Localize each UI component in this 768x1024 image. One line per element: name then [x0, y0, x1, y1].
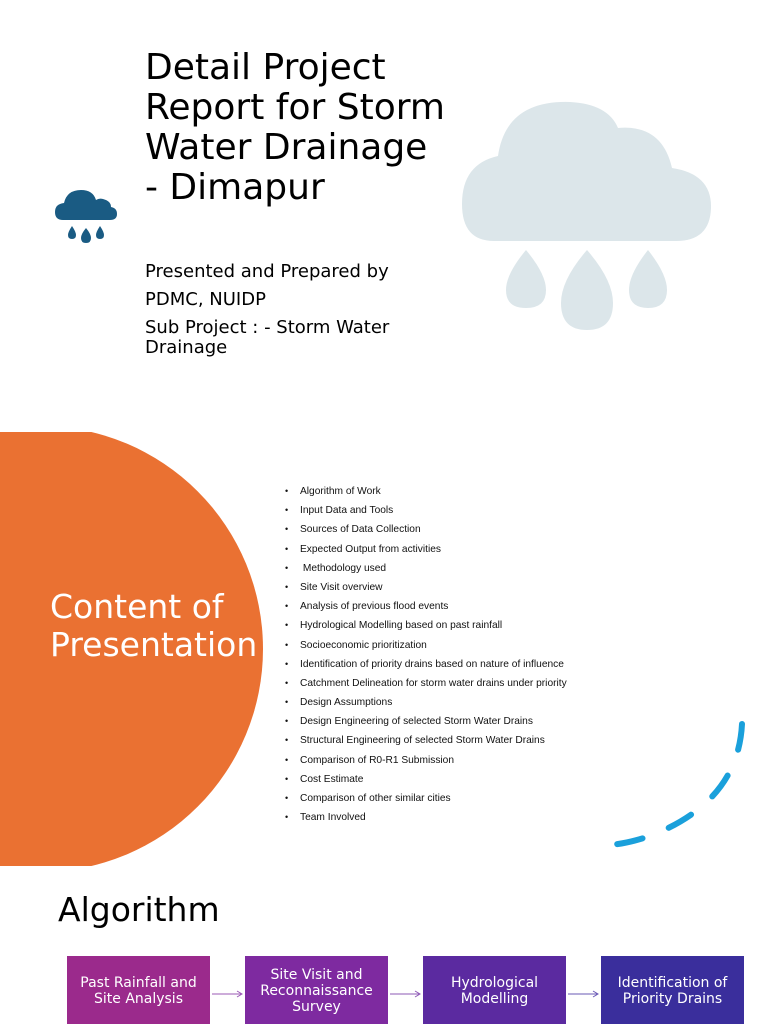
step-box-4: Identification of Priority Drains — [601, 956, 744, 1024]
big-cloud-shape — [462, 102, 711, 241]
list-item: • Socioeconomic prioritization — [285, 638, 567, 657]
list-item: • Comparison of R0-R1 Submission — [285, 753, 567, 772]
algorithm-title: Algorithm — [58, 890, 220, 929]
arrow-right-icon — [390, 990, 422, 998]
list-item: • Structural Engineering of selected Storm Water Drains — [285, 733, 567, 752]
big-drop-left — [506, 250, 546, 308]
decorative-dashed-arc — [590, 712, 760, 852]
step-box-3: Hydrological Modelling — [423, 956, 566, 1024]
big-drop-middle — [561, 250, 613, 330]
step-box-1: Past Rainfall and Site Analysis — [67, 956, 210, 1024]
step-box-2: Site Visit and Reconnaissance Survey — [245, 956, 388, 1024]
big-drop-right — [629, 250, 667, 308]
contents-list — [285, 484, 567, 829]
rain-cloud-illustration-icon — [462, 100, 712, 332]
arrow-right-icon — [568, 990, 600, 998]
report-title: Detail Project Report for Storm Water Drainage - Dimapur — [145, 47, 445, 208]
list-item: • Team Involved — [285, 810, 567, 829]
list-item: • Site Visit overview — [285, 580, 567, 599]
list-item: • Input Data and Tools — [285, 503, 567, 522]
arrow-right-icon — [212, 990, 244, 998]
list-item: • Expected Output from activities — [285, 542, 567, 561]
list-item: • Cost Estimate — [285, 772, 567, 791]
list-item: • Methodology used — [285, 561, 567, 580]
list-item: • Catchment Delineation for storm water drains under priority — [285, 676, 567, 695]
small-cloud-shape — [55, 190, 117, 220]
list-item: • Algorithm of Work — [285, 484, 567, 503]
list-item: • Sources of Data Collection — [285, 522, 567, 541]
sub-project-text: Sub Project : - Storm Water Drainage — [145, 317, 390, 358]
list-item: • Comparison of other similar cities — [285, 791, 567, 810]
algorithm-slide — [0, 876, 768, 1024]
drop-right — [96, 226, 104, 239]
list-item: • Identification of priority drains based on nature of influence — [285, 657, 567, 676]
drop-left — [68, 226, 76, 239]
list-item: • Design Assumptions — [285, 695, 567, 714]
list-item: • Hydrological Modelling based on past rainfall — [285, 618, 567, 637]
presenter-text: Presented and Prepared by PDMC, NUIDP — [145, 261, 389, 310]
contents-title: Content of Presentation — [50, 587, 258, 664]
contents-slide — [0, 432, 768, 866]
list-item: • Design Engineering of selected Storm Water Drains — [285, 714, 567, 733]
drop-middle — [81, 228, 91, 243]
list-item: • Analysis of previous flood events — [285, 599, 567, 618]
rain-cloud-icon — [55, 186, 117, 244]
title-slide — [0, 0, 768, 400]
